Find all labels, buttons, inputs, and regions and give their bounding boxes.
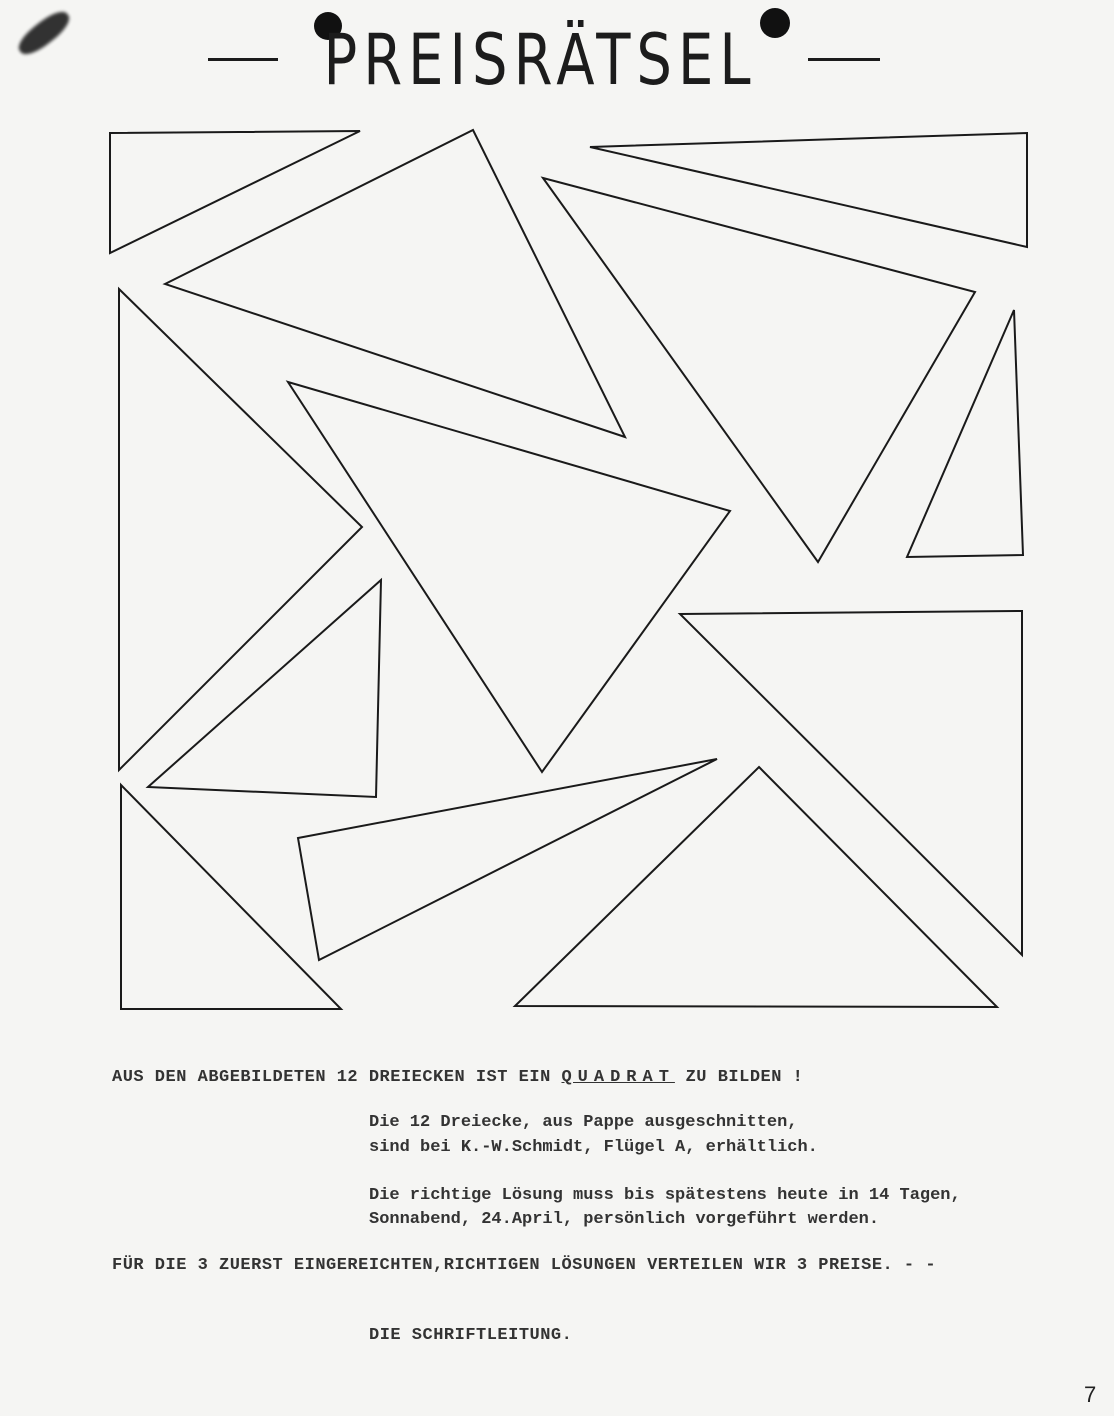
instruction-after: ZU BILDEN ! [674, 1068, 804, 1087]
triangle-1 [110, 131, 360, 253]
instruction-before: AUS DEN ABGEBILDETEN 12 DREIECKEN IST EIN [112, 1068, 562, 1087]
triangle-6 [119, 289, 362, 770]
instruction-keyword: QUADRAT [561, 1068, 675, 1087]
triangle-9 [680, 611, 1022, 955]
signature: DIE SCHRIFTLEITUNG. [369, 1326, 573, 1345]
triangle-5 [907, 310, 1023, 557]
prizes-line: FÜR DIE 3 ZUERST EINGEREICHTEN,RICHTIGEN LÖSUNGEN VERTEILEN WIR 3 PREISE. - - [112, 1256, 937, 1275]
triangle-7 [288, 382, 730, 772]
instruction-line [112, 1068, 803, 1087]
deadline-line-1: Die richtige Lösung muss bis spätestens heute in 14 Tagen, [369, 1186, 961, 1205]
page-title: PREISRÄTSEL [323, 20, 757, 102]
availability-line-1: Die 12 Dreiecke, aus Pappe ausgeschnitten, [369, 1113, 798, 1132]
triangle-2 [165, 130, 625, 437]
triangle-10 [298, 759, 717, 960]
page-number: 7 [1084, 1382, 1097, 1407]
triangle-3 [590, 133, 1027, 247]
availability-line-2: sind bei K.-W.Schmidt, Flügel A, erhältlich. [369, 1138, 818, 1157]
triangle-12 [515, 767, 997, 1007]
deadline-line-2: Sonnabend, 24.April, persönlich vorgeführt werden. [369, 1210, 880, 1229]
triangle-8 [148, 580, 381, 797]
triangle-4 [543, 178, 975, 562]
